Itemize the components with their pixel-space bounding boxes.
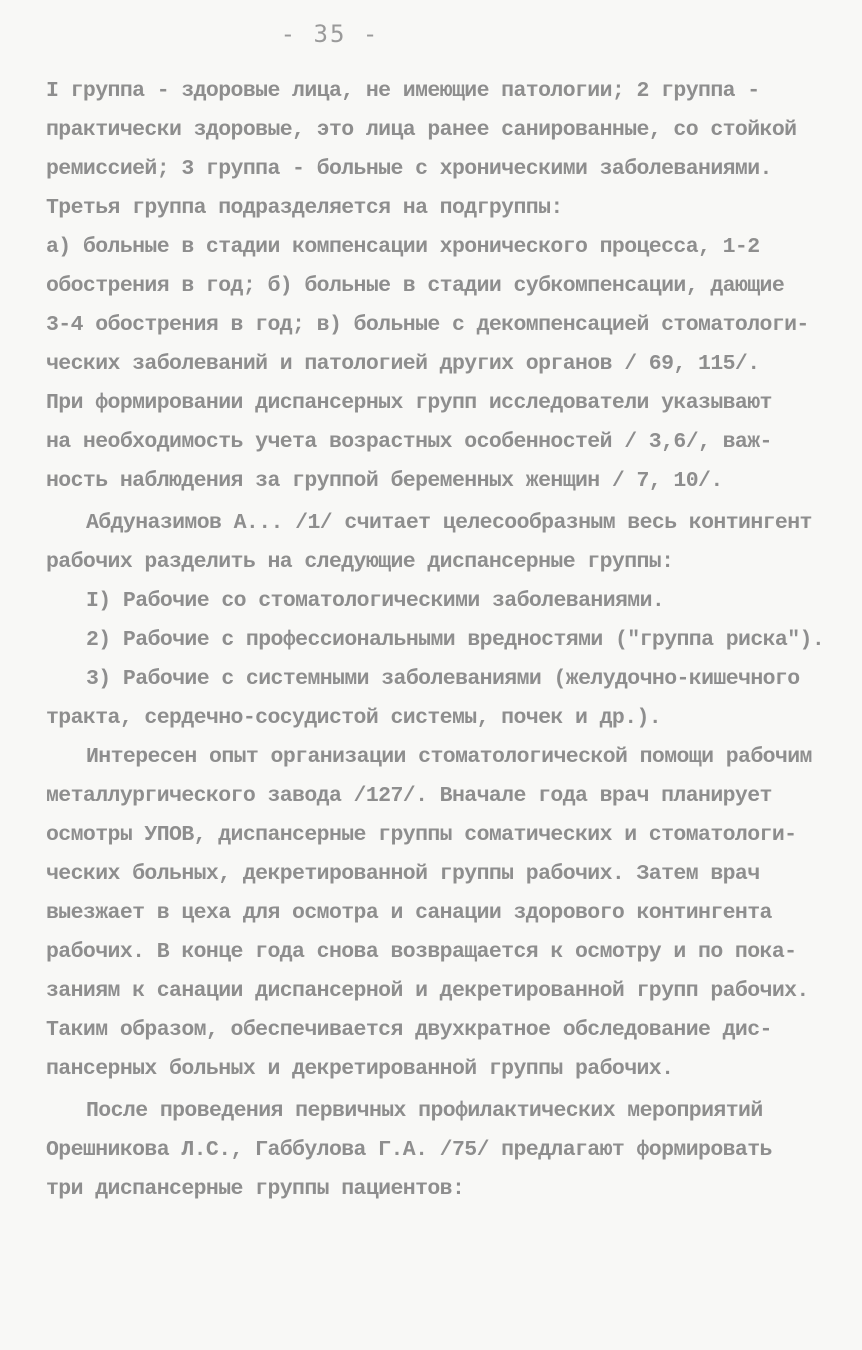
text-line: При формировании диспансерных групп исследователи указывают — [46, 391, 772, 415]
text-line: 3-4 обострения в год; в) больные с декомпенсацией стоматологи- — [46, 313, 809, 337]
text-line: а) больные в стадии компенсации хронического процесса, 1-2 — [46, 235, 760, 259]
text-line: заниям к санации диспансерной и декретированной групп рабочих. — [46, 979, 809, 1003]
text-line: пансерных больных и декретированной группы рабочих. — [46, 1057, 674, 1081]
text-line: Таким образом, обеспечивается двухкратное обследование дис- — [46, 1018, 772, 1042]
text-line: выезжает в цеха для осмотра и санации здорового контингента — [46, 901, 772, 925]
text-line: I группа - здоровые лица, не имеющие патологии; 2 группа - — [46, 79, 760, 103]
text-line: 2) Рабочие с профессиональными вредностями ("группа риска"). — [86, 628, 825, 652]
text-line: I) Рабочие со стоматологическими заболеваниями. — [86, 589, 665, 613]
text-line: практически здоровые, это лица ранее санированные, со стойкой — [46, 118, 797, 142]
text-line: на необходимость учета возрастных особенностей / 3,6/, важ- — [46, 430, 772, 454]
text-line: Орешникова Л.С., Габбулова Г.А. /75/ предлагают формировать — [46, 1138, 772, 1162]
text-line: Третья группа подразделяется на подгруппы: — [46, 196, 563, 220]
text-line: осмотры УПОВ, диспансерные группы соматических и стоматологи- — [46, 823, 797, 847]
text-line: рабочих разделить на следующие диспансерные группы: — [46, 550, 674, 574]
text-line: После проведения первичных профилактических мероприятий — [86, 1099, 763, 1123]
text-line: ремиссией; 3 группа - больные с хроническими заболеваниями. — [46, 157, 772, 181]
document-body — [46, 72, 836, 1209]
text-line: металлургического завода /127/. Вначале года врач планирует — [46, 784, 772, 808]
text-line: ческих больных, декретированной группы рабочих. Затем врач — [46, 862, 760, 886]
text-line: обострения в год; б) больные в стадии субкомпенсации, дающие — [46, 274, 785, 298]
text-line: ность наблюдения за группой беременных женщин / 7, 10/. — [46, 469, 723, 493]
text-line: ческих заболеваний и патологией других органов / 69, 115/. — [46, 352, 760, 376]
text-line: тракта, сердечно-сосудистой системы, почек и др.). — [46, 706, 662, 730]
text-line: 3) Рабочие с системными заболеваниями (желудочно-кишечного — [86, 667, 800, 691]
text-line: рабочих. В конце года снова возвращается к осмотру и по пока- — [46, 940, 797, 964]
text-line: три диспансерные группы пациентов: — [46, 1177, 465, 1201]
text-line: Интересен опыт организации стоматологической помощи рабочим — [86, 745, 812, 769]
page-number: - 35 - — [280, 20, 380, 48]
text-line: Абдуназимов А... /1/ считает целесообразным весь контингент — [86, 511, 812, 535]
